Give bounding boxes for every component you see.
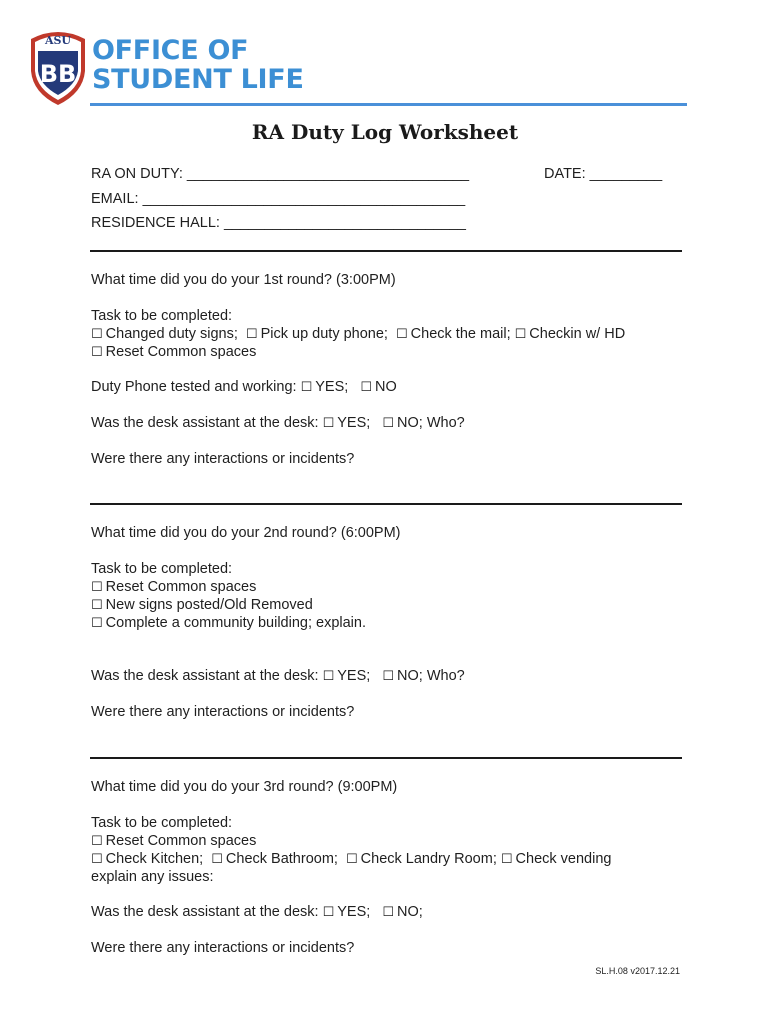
checkbox[interactable]: ☐	[500, 851, 513, 866]
yes-option: YES;	[337, 415, 371, 431]
section-divider	[90, 503, 682, 505]
checkbox[interactable]: ☐	[322, 415, 335, 430]
header-rule	[90, 103, 687, 106]
logo-asu-text: ASU	[44, 34, 72, 47]
checkbox[interactable]: ☐	[91, 615, 103, 630]
checkbox[interactable]: ☐	[91, 851, 103, 866]
round1-question: What time did you do your 1st round? (3:00PM)	[91, 272, 396, 288]
task-pick-up-duty-phone: Pick up duty phone;	[260, 326, 388, 342]
checkbox[interactable]: ☐	[91, 833, 103, 848]
round2-incidents: Were there any interactions or incidents?	[91, 704, 355, 720]
round2-task-row	[91, 578, 256, 596]
round2-task-row	[91, 614, 366, 632]
checkbox[interactable]: ☐	[91, 579, 103, 594]
task-check-mail: Check the mail;	[410, 326, 511, 342]
phone-question: Duty Phone tested and working:	[91, 379, 297, 395]
section-divider	[90, 757, 682, 759]
ra-on-duty-field[interactable]: RA ON DUTY: ___________________________________	[91, 166, 470, 182]
round1-incidents: Were there any interactions or incidents?	[91, 451, 355, 467]
task-check-landry-room: Check Landry Room;	[360, 851, 497, 867]
checkbox[interactable]: ☐	[300, 379, 313, 394]
round1-phone-row	[91, 378, 397, 396]
yes-option: YES;	[337, 904, 371, 920]
round3-desk-row	[91, 903, 423, 921]
task-check-vending: Check vending	[515, 851, 612, 867]
round1-desk-row	[91, 414, 465, 432]
no-option: NO; Who?	[397, 415, 465, 431]
yes-option: YES;	[315, 379, 349, 395]
round3-explain: explain any issues:	[91, 869, 214, 885]
no-option: NO;	[397, 904, 423, 920]
task-reset-common-spaces: Reset Common spaces	[105, 833, 257, 849]
footer-version-code: SL.H.08 v2017.12.21	[595, 966, 680, 976]
task-check-bathroom: Check Bathroom;	[225, 851, 338, 867]
checkbox[interactable]: ☐	[382, 668, 395, 683]
round3-task-row	[91, 832, 256, 850]
task-community-building: Complete a community building; explain.	[105, 615, 366, 631]
no-option: NO	[375, 379, 397, 395]
round2-tasks-label: Task to be completed:	[91, 561, 233, 577]
checkbox[interactable]: ☐	[382, 415, 395, 430]
desk-question: Was the desk assistant at the desk:	[91, 668, 319, 684]
date-field[interactable]: DATE: _________	[544, 166, 663, 182]
task-new-signs: New signs posted/Old Removed	[105, 597, 313, 613]
round1-task-row	[91, 343, 256, 361]
task-reset-common-spaces: Reset Common spaces	[105, 344, 257, 360]
checkbox[interactable]: ☐	[91, 344, 103, 359]
checkbox[interactable]: ☐	[91, 326, 103, 341]
page-title: RA Duty Log Worksheet	[251, 120, 519, 144]
org-name-line1: OFFICE OF	[92, 35, 249, 66]
residence-hall-field[interactable]: RESIDENCE HALL: ______________________________	[91, 215, 466, 231]
checkbox[interactable]: ☐	[245, 326, 258, 341]
no-option: NO; Who?	[397, 668, 465, 684]
task-reset-common-spaces: Reset Common spaces	[105, 579, 257, 595]
round1-tasks-label: Task to be completed:	[91, 308, 233, 324]
checkbox[interactable]: ☐	[360, 379, 373, 394]
round3-task-row	[91, 850, 611, 868]
desk-question: Was the desk assistant at the desk:	[91, 415, 319, 431]
checkbox[interactable]: ☐	[91, 597, 103, 612]
round2-task-row	[91, 596, 313, 614]
round1-task-row	[91, 325, 625, 343]
task-check-kitchen: Check Kitchen;	[105, 851, 204, 867]
section-divider	[90, 250, 682, 252]
logo-monogram-text: BB	[39, 60, 77, 88]
checkbox[interactable]: ☐	[211, 851, 223, 866]
checkbox[interactable]: ☐	[514, 326, 527, 341]
round2-question: What time did you do your 2nd round? (6:00PM)	[91, 525, 401, 541]
checkbox[interactable]: ☐	[322, 904, 335, 919]
task-changed-duty-signs: Changed duty signs;	[105, 326, 238, 342]
round2-desk-row	[91, 667, 465, 685]
checkbox[interactable]: ☐	[382, 904, 395, 919]
yes-option: YES;	[337, 668, 371, 684]
round3-question: What time did you do your 3rd round? (9:00PM)	[91, 779, 398, 795]
task-checkin-hd: Checkin w/ HD	[529, 326, 626, 342]
checkbox[interactable]: ☐	[322, 668, 335, 683]
desk-question: Was the desk assistant at the desk:	[91, 904, 319, 920]
checkbox[interactable]: ☐	[346, 851, 358, 866]
checkbox[interactable]: ☐	[396, 326, 408, 341]
round3-tasks-label: Task to be completed:	[91, 815, 233, 831]
asu-shield-logo	[25, 27, 91, 107]
email-field[interactable]: EMAIL: ________________________________________	[91, 191, 466, 207]
org-name-line2: STUDENT LIFE	[92, 64, 304, 95]
round3-incidents: Were there any interactions or incidents?	[91, 940, 355, 956]
